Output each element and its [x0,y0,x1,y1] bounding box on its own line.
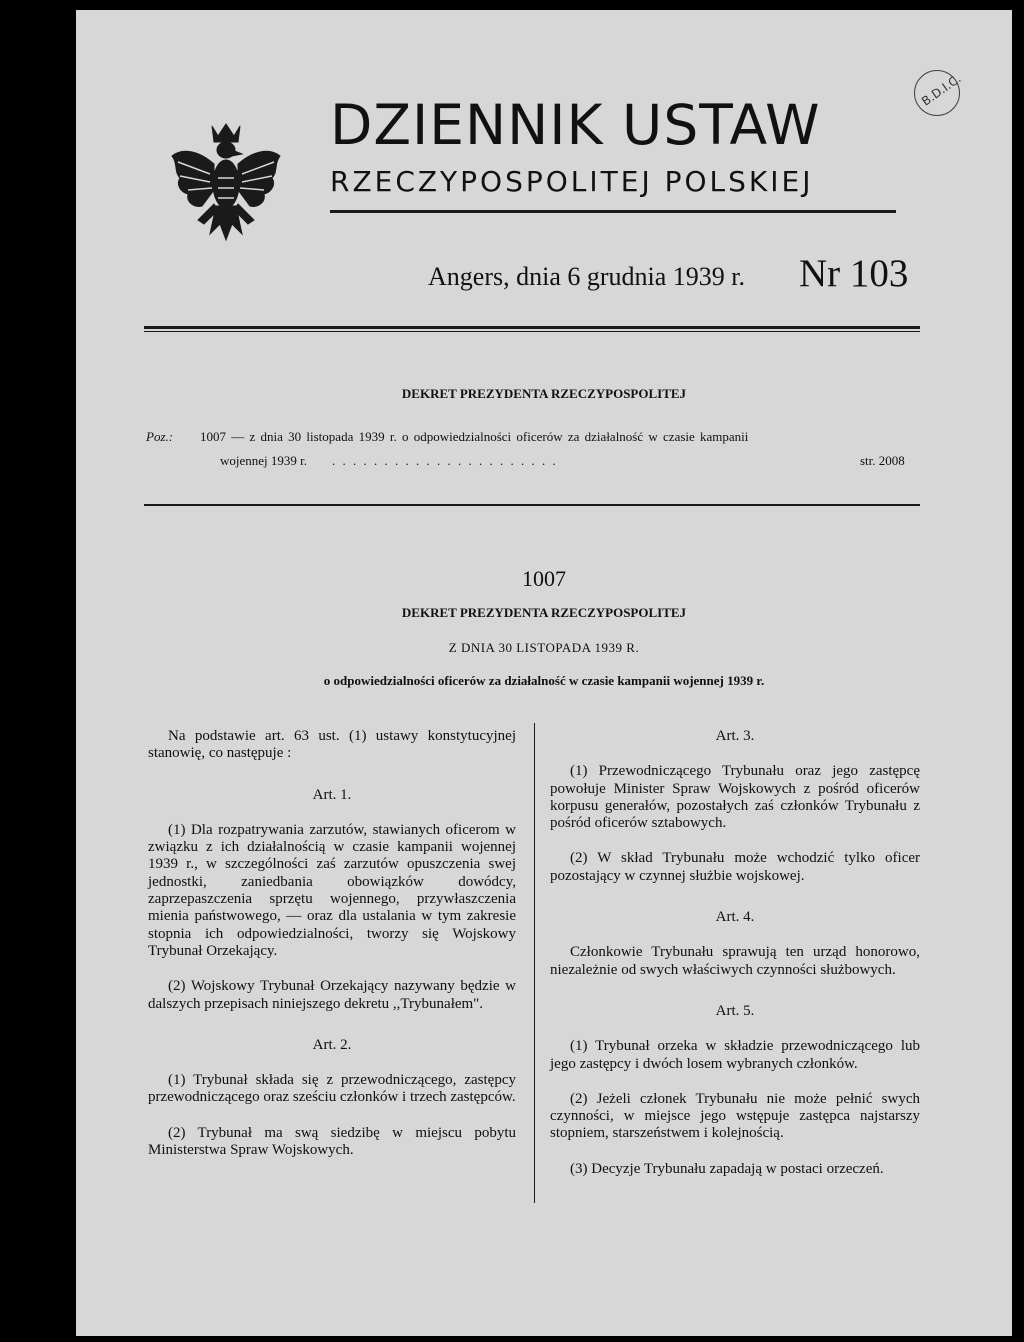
contents-poz-label: Poz.: [146,429,174,444]
decree-number: 1007 [522,566,566,591]
dateline: Angers, dnia 6 grudnia 1939 r. [428,262,746,291]
art2-title: Art. 2. [312,1036,352,1053]
preamble: Na podstawie art. 63 ust. (1) ustawy konstytucyjnej stanowię, co następuje : [148,728,516,762]
art3-title: Art. 3. [715,728,755,744]
stamp-text: B.D.I.C. [919,71,964,109]
art5-title: Art. 5. [715,1002,755,1019]
gazette-title: DZIENNIK USTAW [330,93,821,157]
gazette-page [76,10,1012,1336]
column-divider [534,723,535,1203]
contents-heading: DEKRET PREZYDENTA RZECZYPOSPOLITEJ [401,386,687,401]
art1-title: Art. 1. [312,786,352,803]
eagle-emblem-icon [168,120,284,246]
art2-paragraph2: (2) Trybunał ma swą siedzibę w miejscu pobytu Ministerstwa Spraw Wojskowych. [148,1124,516,1159]
decree-subject: o odpowiedzialności oficerów za działalność w czasie kampanii wojennej 1939 r. [323,673,765,688]
contents-rule [144,504,920,506]
art4-title: Art. 4. [715,909,755,926]
decree-heading: DEKRET PREZYDENTA RZECZYPOSPOLITEJ [401,605,687,620]
art5-paragraph3: (3) Decyzje Trybunału zapadają w postaci orzeczeń. [570,1160,884,1177]
art5-paragraph2: (2) Jeżeli członek Trybunału nie może pełnić swych czynności, w miejsce jego wstępuje zastępca najstarszy stopniem, starszeństwem i kolejnością. [550,1090,920,1142]
gazette-subtitle: RZECZYPOSPOLITEJ POLSKIEJ [330,165,814,198]
art1-paragraph2: (2) Wojskowy Trybunał Orzekający nazywany będzie w dalszych przepisach niniejszego dekretu ,,Trybunałem". [148,978,516,1012]
contents-page-ref: str. 2008 [860,453,905,468]
library-stamp [914,70,964,116]
art3-paragraph2: (2) W skład Trybunału może wchodzić tylko oficer pozostający w czynnej służbie wojskowej. [550,850,920,884]
art3-paragraph1: (1) Przewodniczącego Trybunału oraz jego zastępcę powołuje Minister Spraw Wojskowych z pośród oficerów korpusu generałów, pozostałych zaś członków Trybunału z pośród oficerów sztabowych. [550,763,920,832]
art5-paragraph1: (1) Trybunał orzeka w składzie przewodniczącego lub jego zastępcy i dwóch losem wybranych członków. [550,1038,920,1072]
header-rule-bottom [144,331,920,332]
right-column [550,728,920,1178]
art2-paragraph1: (1) Trybunał składa się z przewodniczącego, zastępcy przewodniczącego oraz sześciu członków i trzech zastępców. [148,1072,516,1106]
contents-leader-dots: . . . . . . . . . . . . . . . . . . . . . . [332,453,558,468]
art1-paragraph1: (1) Dla rozpatrywania zarzutów, stawianych oficerom w związku z ich działalnością w czasie kampanii wojennej 1939 r., w szczególności zaś zarzutów opuszczenia swej jednostki, zaniedbania obowiązków dowódcy, zaprzepaszczenia sprzętu wojennego, przywłaszczenia mienia państwowego, — oraz dla ustalania w tym zakresie stopnia ich odpowiedzialności, tworzy się Wojskowy Trybunał Orzekający. [148,821,516,959]
decree-date: Z DNIA 30 LISTOPADA 1939 R. [448,640,640,655]
issue-number: Nr 103 [799,252,909,295]
contents-entry-line1: 1007 — z dnia 30 listopada 1939 r. o odpowiedzialności oficerów za działalność w czasie kampanii [200,429,749,444]
contents-entry-line2: wojennej 1939 r. [220,453,308,468]
art4-paragraph1: Członkowie Trybunału sprawują ten urząd honorowo, niezależnie od swych właściwych czynności służbowych. [550,944,920,978]
header-rule-top [144,326,920,329]
masthead-rule [330,210,896,213]
left-column [148,728,516,1159]
